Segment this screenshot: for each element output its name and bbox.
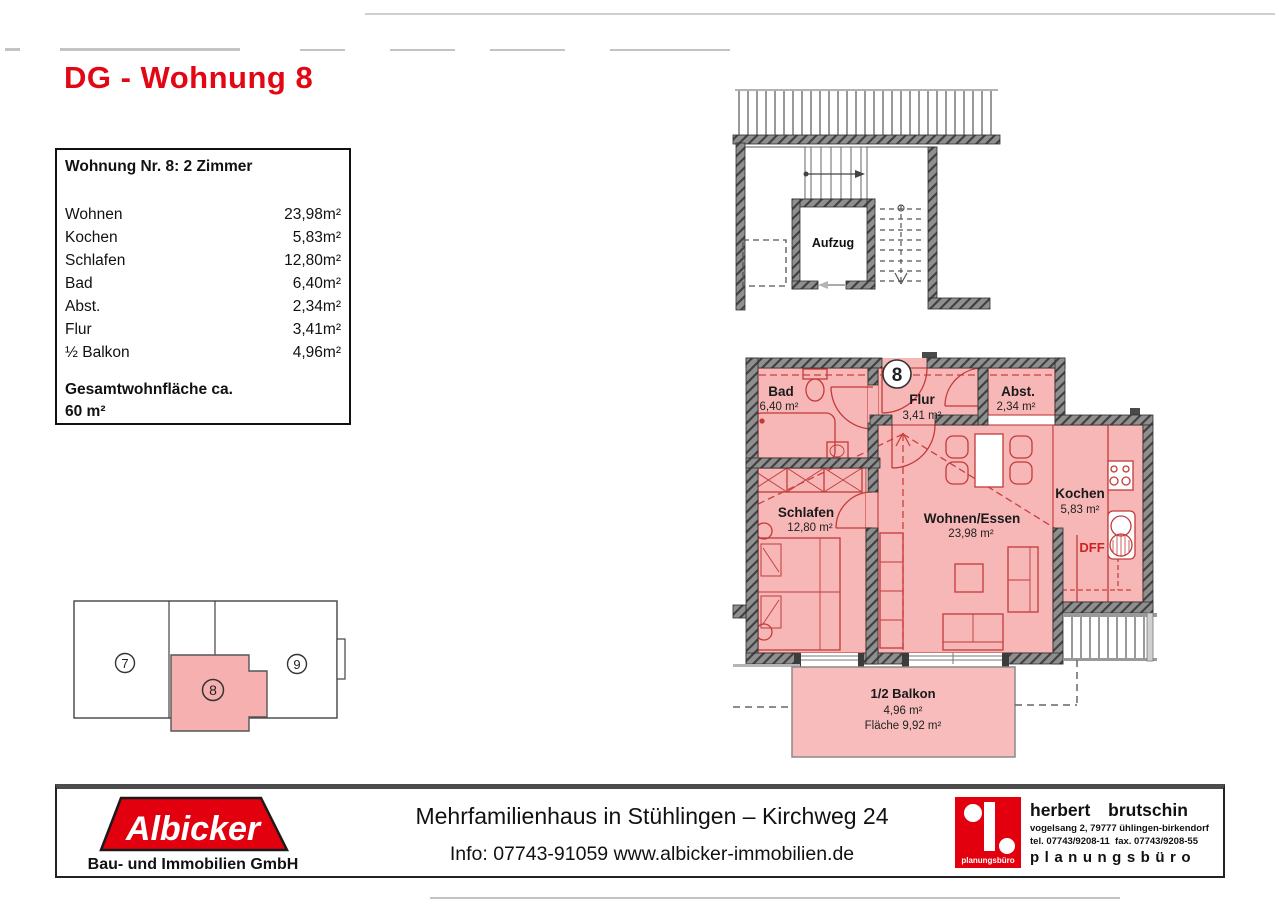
svg-text:12,80 m²: 12,80 m² [787,522,833,534]
label-abst: Abst. [1001,384,1035,399]
elevator-shaft [792,199,875,289]
info-row: ½ Balkon 4,96m² [65,344,341,361]
balcony-balustrade [1067,617,1150,658]
brutschin-tagline: planungsbüro [1030,848,1196,866]
scan-artifact [390,49,455,51]
svg-text:7: 7 [121,656,129,671]
albicker-logo-graphic [83,794,323,872]
scan-artifact [610,49,730,51]
info-row: Flur 3,41m² [65,321,341,338]
brutschin-address: vogelsang 2, 79777 ühlingen-birkendorf [1030,822,1209,834]
stove [1108,461,1133,490]
albicker-brand-text: Albicker [125,809,261,848]
balcony-label: 1/2 Balkon [870,686,936,701]
elevator-label: Aufzug [811,236,855,250]
scan-artifact [365,13,1275,15]
info-row: Bad 6,40m² [65,275,341,292]
info-row: Schlafen 12,80m² [65,252,341,269]
albicker-subtitle: Bau- und Immobilien GmbH [87,855,299,872]
unit-number-badge [883,360,911,388]
room-schlafen [758,468,866,653]
svg-text:3,41 m²: 3,41 m² [902,410,942,422]
label-flur: Flur [909,392,935,407]
apartment-info-box [55,148,351,425]
label-dff: DFF [1079,540,1105,555]
overview-notch [337,639,345,679]
svg-text:8: 8 [891,365,903,386]
svg-text:23,98 m²: 23,98 m² [948,528,994,540]
shaft-outline-dashed [743,240,786,286]
svg-text:2,34 m²: 2,34 m² [996,401,1036,413]
contact-info: Info: 07743-91059 www.albicker-immobilien.de [449,843,855,865]
balcony-area: 4,96 m² [883,705,923,717]
planungsbuero-logo [955,797,1021,868]
info-row: Abst. 2,34m² [65,298,341,315]
project-address: Mehrfamilienhaus in Stühlingen – Kirchweg 24 [415,803,889,829]
scan-artifact [430,897,1120,899]
railing [733,135,1000,144]
svg-text:9: 9 [293,657,301,672]
info-box-rows [65,203,341,364]
label-kochen: Kochen [1055,486,1105,501]
scan-artifact [60,48,240,51]
stairwell [733,90,1000,310]
scan-artifact [490,49,565,51]
balustrade [735,91,998,135]
floor-plan [700,60,1280,780]
scan-artifact [5,48,20,51]
svg-text:5,83 m²: 5,83 m² [1060,504,1100,516]
balcony-area2: Fläche 9,92 m² [864,720,942,732]
unit-overview-plan [60,595,360,745]
total-area: Gesamtwohnfläche ca. 60 m² [65,381,233,420]
brutschin-name: herbert brutschin [1030,799,1188,820]
footer-center [349,789,955,876]
info-row: Wohnen 23,98m² [65,206,341,223]
scan-artifact [300,49,345,51]
brutschin-text [1030,800,1209,866]
svg-text:6,40 m²: 6,40 m² [759,401,799,413]
info-box-header: Wohnung Nr. 8: 2 Zimmer [65,158,253,175]
brutschin-phone: tel. 07743/9208-11 fax. 07743/9208-55 [1030,835,1198,847]
page-title: DG - Wohnung 8 [64,60,314,95]
footer [55,784,1225,878]
svg-text:8: 8 [209,682,217,698]
info-row: Kochen 5,83m² [65,229,341,246]
label-wohnen-essen: Wohnen/Essen [923,511,1021,526]
label-bad: Bad [768,384,794,399]
albicker-logo [57,789,349,876]
planungsbuero-logo-text: planungsbüro [961,856,1015,865]
brutschin-block [955,789,1223,876]
stair-flight-down-dashed [880,205,923,284]
label-schlafen: Schlafen [777,505,835,520]
